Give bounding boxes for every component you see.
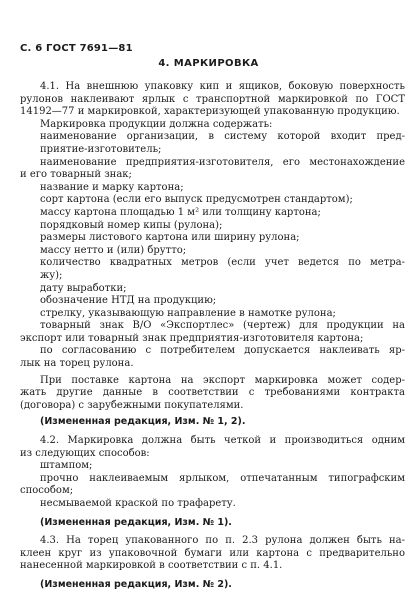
clause-4-2-line: из следующих способов: — [20, 447, 150, 459]
list-item: наименование организации, в систему которой входит пред- — [40, 131, 405, 143]
list-item: несмываемой краской по трафарету. — [40, 498, 236, 509]
clause-4-1-line: 4.1. На внешнюю упаковку кип и ящиков, боковую поверхность — [40, 81, 405, 92]
list-item: массу картона площадью 1 м² или толщину картона; — [40, 206, 321, 218]
marking-content-intro: Маркировка продукции должна содержать: — [40, 118, 273, 130]
export-paragraph-line: При поставке картона на экспорт маркировка может содер- — [40, 374, 405, 386]
list-item: штампом; — [40, 460, 93, 472]
list-item: и его товарный знак; — [20, 169, 132, 181]
clause-4-3-line: 4.3. На торец упакованного по п. 2.3 рулона должен быть на- — [40, 535, 405, 547]
list-item: жу); — [40, 269, 63, 281]
clause-4-2-line: 4.2. Маркировка должна быть четкой и производиться одним — [40, 435, 405, 447]
list-item: приятие-изготовитель; — [40, 143, 162, 155]
page-header: С. 6 ГОСТ 7691—81 — [20, 43, 133, 54]
list-item: название и марку картона; — [40, 181, 184, 193]
list-item: товарный знак В/О «Экспортлес» (чертеж) для продукции на — [40, 320, 405, 332]
export-paragraph-line: (договора) с зарубежными покупателями. — [20, 399, 244, 411]
list-item: сорт картона (если его выпуск предусмотрен стандартом); — [40, 194, 353, 206]
list-item: массу нетто и (или) брутто; — [40, 244, 187, 256]
clause-4-3-line: нанесенной маркировкой в соответствии с п. 4.1. — [20, 560, 283, 572]
clause-4-1-line: рулонов наклеивают ярлык с транспортной маркировкой по ГОСТ — [20, 93, 405, 105]
clause-4-1-line: 14192—77 и маркировкой, характеризующей упакованную продукцию. — [20, 106, 400, 118]
list-item: способом; — [20, 485, 74, 497]
document-body — [20, 81, 405, 592]
section-title: 4. МАРКИРОВКА — [158, 58, 259, 69]
amendment-note: (Измененная редакция, Изм. № 1). — [40, 516, 232, 528]
list-item: стрелку, указывающую направление в намотке рулона; — [40, 307, 336, 319]
list-item: дату выработки; — [40, 282, 127, 294]
export-paragraph-line: жать другие данные в соответствии с требованиями контракта — [20, 387, 405, 399]
list-item: лык на торец рулона. — [20, 358, 134, 370]
list-item: обозначение НТД на продукцию; — [40, 295, 217, 307]
amendment-note: (Измененная редакция, Изм. № 1, 2). — [40, 416, 246, 428]
list-item: по согласованию с потребителем допускается наклеивать яр- — [40, 345, 405, 357]
list-item: экспорт или товарный знак предприятия-изготовителя картона; — [20, 332, 364, 344]
list-item: наименование предприятия-изготовителя, его местонахождение — [40, 156, 405, 168]
clause-4-3-line: клеен круг из упаковочной бумаги или картона с предварительно — [20, 547, 405, 559]
list-item: порядковый номер кипы (рулона); — [40, 219, 223, 231]
amendment-note: (Измененная редакция, Изм. № 2). — [40, 578, 232, 590]
list-item: прочно наклеиваемым ярлыком, отпечатанным типографским — [40, 472, 405, 484]
list-item: количество квадратных метров (если учет ведется по метра- — [40, 257, 405, 269]
list-item: размеры листового картона или ширину рулона; — [40, 232, 300, 244]
